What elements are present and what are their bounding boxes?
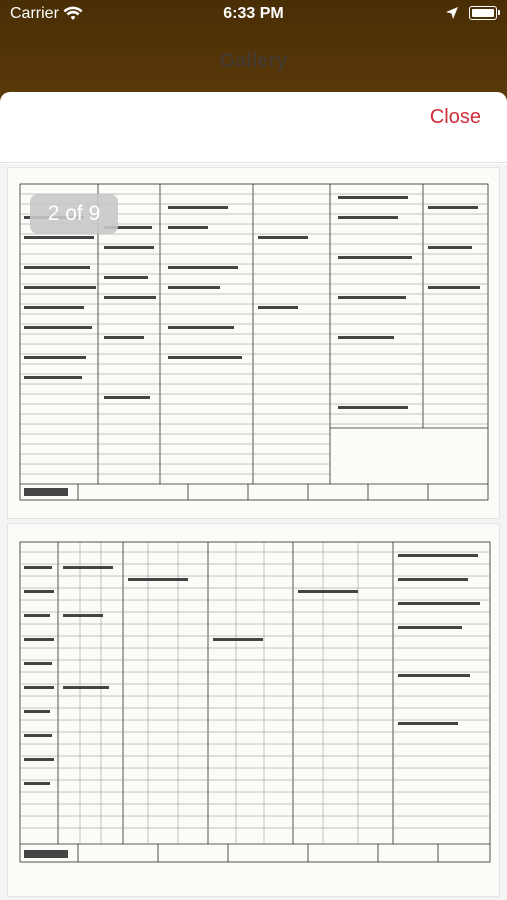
document-scan — [8, 524, 499, 896]
page-counter: 2 of 9 — [30, 194, 118, 234]
status-bar — [0, 0, 507, 30]
sheet-header — [0, 92, 507, 152]
page-image[interactable] — [8, 524, 499, 896]
nav-title: Gallery — [219, 50, 288, 72]
status-right — [445, 6, 497, 20]
status-time: 6:33 PM — [223, 5, 284, 22]
carrier-label: Carrier — [10, 5, 59, 22]
divider — [0, 162, 507, 163]
gallery-sheet — [0, 92, 507, 900]
location-icon — [445, 6, 459, 20]
gallery-scroll[interactable] — [0, 164, 507, 900]
page-image[interactable] — [8, 168, 499, 518]
battery-icon — [469, 6, 497, 20]
close-button[interactable]: Close — [429, 106, 481, 128]
